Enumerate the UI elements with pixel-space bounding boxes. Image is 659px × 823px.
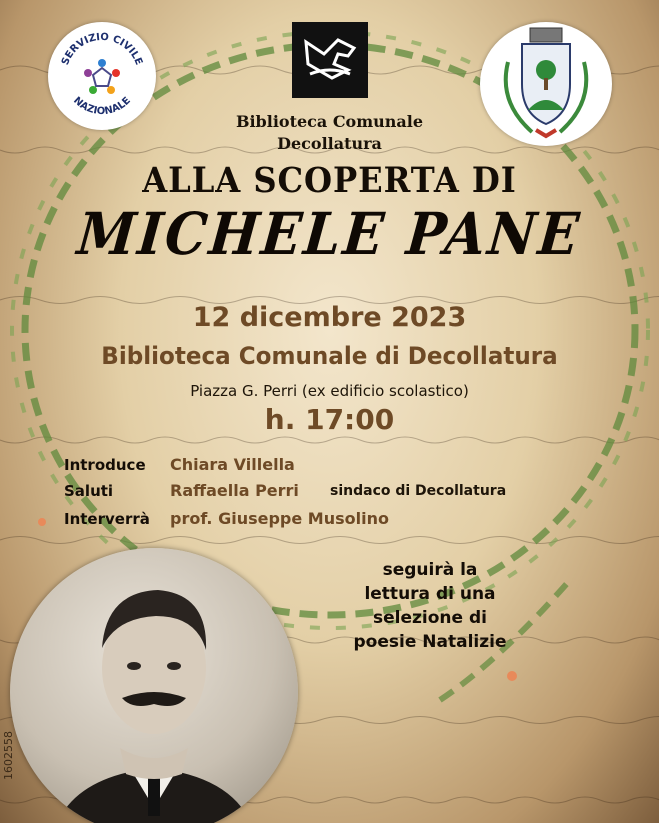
svg-text:NAZIONALE: NAZIONALE [71, 95, 133, 118]
event-time: h. 17:00 [264, 403, 395, 436]
program-label-interverra: Interverrà [64, 510, 150, 528]
book-logo [292, 22, 368, 98]
program-label-introduce: Introduce [64, 456, 146, 474]
closing-line: seguirà la [382, 560, 478, 580]
closing-line: lettura di una [364, 584, 496, 604]
event-venue: Biblioteca Comunale di Decollatura [101, 342, 558, 370]
headline: ALLA SCOPERTA DI [142, 160, 517, 201]
program-label-saluti: Saluti [64, 482, 114, 500]
side-code: 1602558 [2, 731, 15, 780]
closing-line: poesie Natalizie [353, 632, 507, 652]
program-role-saluti: sindaco di Decollatura [330, 483, 507, 499]
svg-text:SERVIZIO CIVILE: SERVIZIO CIVILE [59, 31, 145, 67]
program-person-introduce: Chiara Villella [170, 455, 295, 474]
portrait-photo [10, 548, 298, 823]
closing-note [300, 558, 560, 654]
closing-line: selezione di [373, 608, 487, 628]
event-address: Piazza G. Perri (ex edificio scolastico) [190, 382, 469, 400]
organizer-line-2: Decollatura [277, 134, 382, 153]
title-name: MICHELE PANE [74, 200, 585, 268]
program-person-interverra: prof. Giuseppe Musolino [170, 509, 389, 528]
program-person-saluti: Raffaella Perri [170, 481, 299, 500]
organizer-line-1: Biblioteca Comunale [235, 112, 424, 131]
event-date: 12 dicembre 2023 [192, 302, 467, 333]
